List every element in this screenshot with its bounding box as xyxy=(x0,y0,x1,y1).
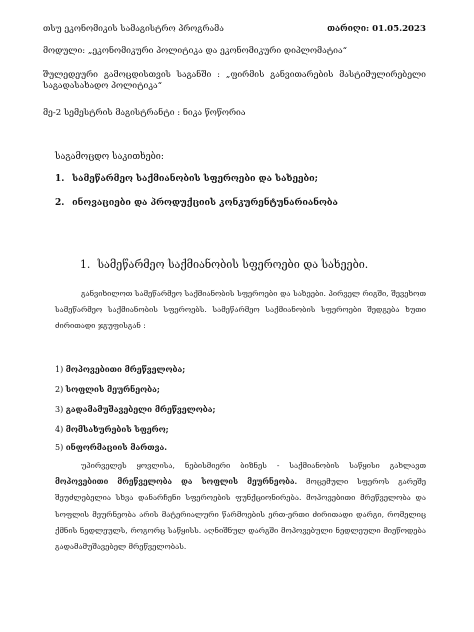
list-item-label: მოპოვებითი მრეწველობა; xyxy=(65,364,186,374)
list-item xyxy=(55,364,185,374)
module-line: მოდული: „ეკონომიკური პოლიტიკა და ეკონომიკური დიპლომატია“ xyxy=(43,46,347,56)
list-item-label: გადამამუშავებელი მრეწველობა; xyxy=(65,404,216,414)
program-name: თსუ ეკონომიკის სამაგისტრო პროგრამა xyxy=(43,24,224,34)
list-item xyxy=(55,384,160,394)
header-line-program xyxy=(43,24,426,35)
agenda-item xyxy=(55,198,338,208)
list-item-number: 3) xyxy=(55,405,64,414)
paragraph-bold-text: მოპოვებითი მრეწველობა და სოფლის მეურნეობა. xyxy=(55,477,298,487)
agenda-item-number: 1. xyxy=(55,174,65,184)
agenda-title: საგამოცდო საკითხები: xyxy=(55,152,164,162)
date-label: თარიღი: 01.05.2023 xyxy=(327,24,426,34)
agenda-item xyxy=(55,174,318,184)
list-item-number: 5) xyxy=(55,443,64,452)
list-item-number: 2) xyxy=(55,385,64,394)
intro-paragraph: განვიხილოთ სამეწარმეო საქმიანობის სფეროები და სახეები. პირველ რიგში, შევეხოთ სამეწარმეო საქმიანობის სფეროებს. სამეწარმეო საქმიანობის სფეროები შედგება ხუთი ძირითადი ჯგუფისგან : xyxy=(55,289,426,331)
paragraph-text: მოცემული სფეროს გარეშე შეუძლებელია სხვა დანარჩენი სფეროების ფუნქციონირება. მოპოვებითი მრეწველობა და სოფლის მეურნეობა არის მატერიალური წარმოების ერთ-ერთი ძირითადი დარგი, რომელიც ქმნის ნედლეულს, როგორც საწყისს. აღნიშნულ დარგში მოპოვებული ნედლეული მიეწოდება გადამამუშავებელ მრეწველობას. xyxy=(55,477,426,552)
topic-line: შულედეური გამოცდისთვის საგანში : „ფირმის განვითარების მასტიმულირებელი საგადასახადო პოლიტიკა“ xyxy=(43,70,426,91)
list-item xyxy=(55,404,215,414)
list-item xyxy=(55,424,169,434)
list-item-label: მომსახურების სფერო; xyxy=(65,424,169,434)
agenda-item-label: სამეწარმეო საქმიანობის სფეროები და სახეები; xyxy=(72,174,318,184)
section-heading xyxy=(80,258,368,271)
list-item-number: 1) xyxy=(55,365,64,374)
student-line: მე-2 სემესტრის მაგისტრანტი : ნიკა წოწორია xyxy=(43,108,246,118)
list-item-label: ინფორმაციის მართვა. xyxy=(65,442,168,452)
paragraph-text: უპირველეს ყოვლისა, ნებისმიერი ბიზნეს - საქმიანობის საწყისი გახლავთ xyxy=(81,461,426,470)
section-title: სამეწარმეო საქმიანობის სფეროები და სახეები. xyxy=(97,258,369,271)
list-item xyxy=(55,442,167,452)
list-item-label: სოფლის მეურნეობა; xyxy=(65,384,160,394)
agenda-item-label: ინოვაციები და პროდუქციის კონკურენტუნარიანობა xyxy=(72,198,338,208)
section-number: 1. xyxy=(80,258,91,271)
agenda-item-number: 2. xyxy=(55,198,65,208)
body-paragraph xyxy=(55,458,426,555)
list-item-number: 4) xyxy=(55,425,64,434)
